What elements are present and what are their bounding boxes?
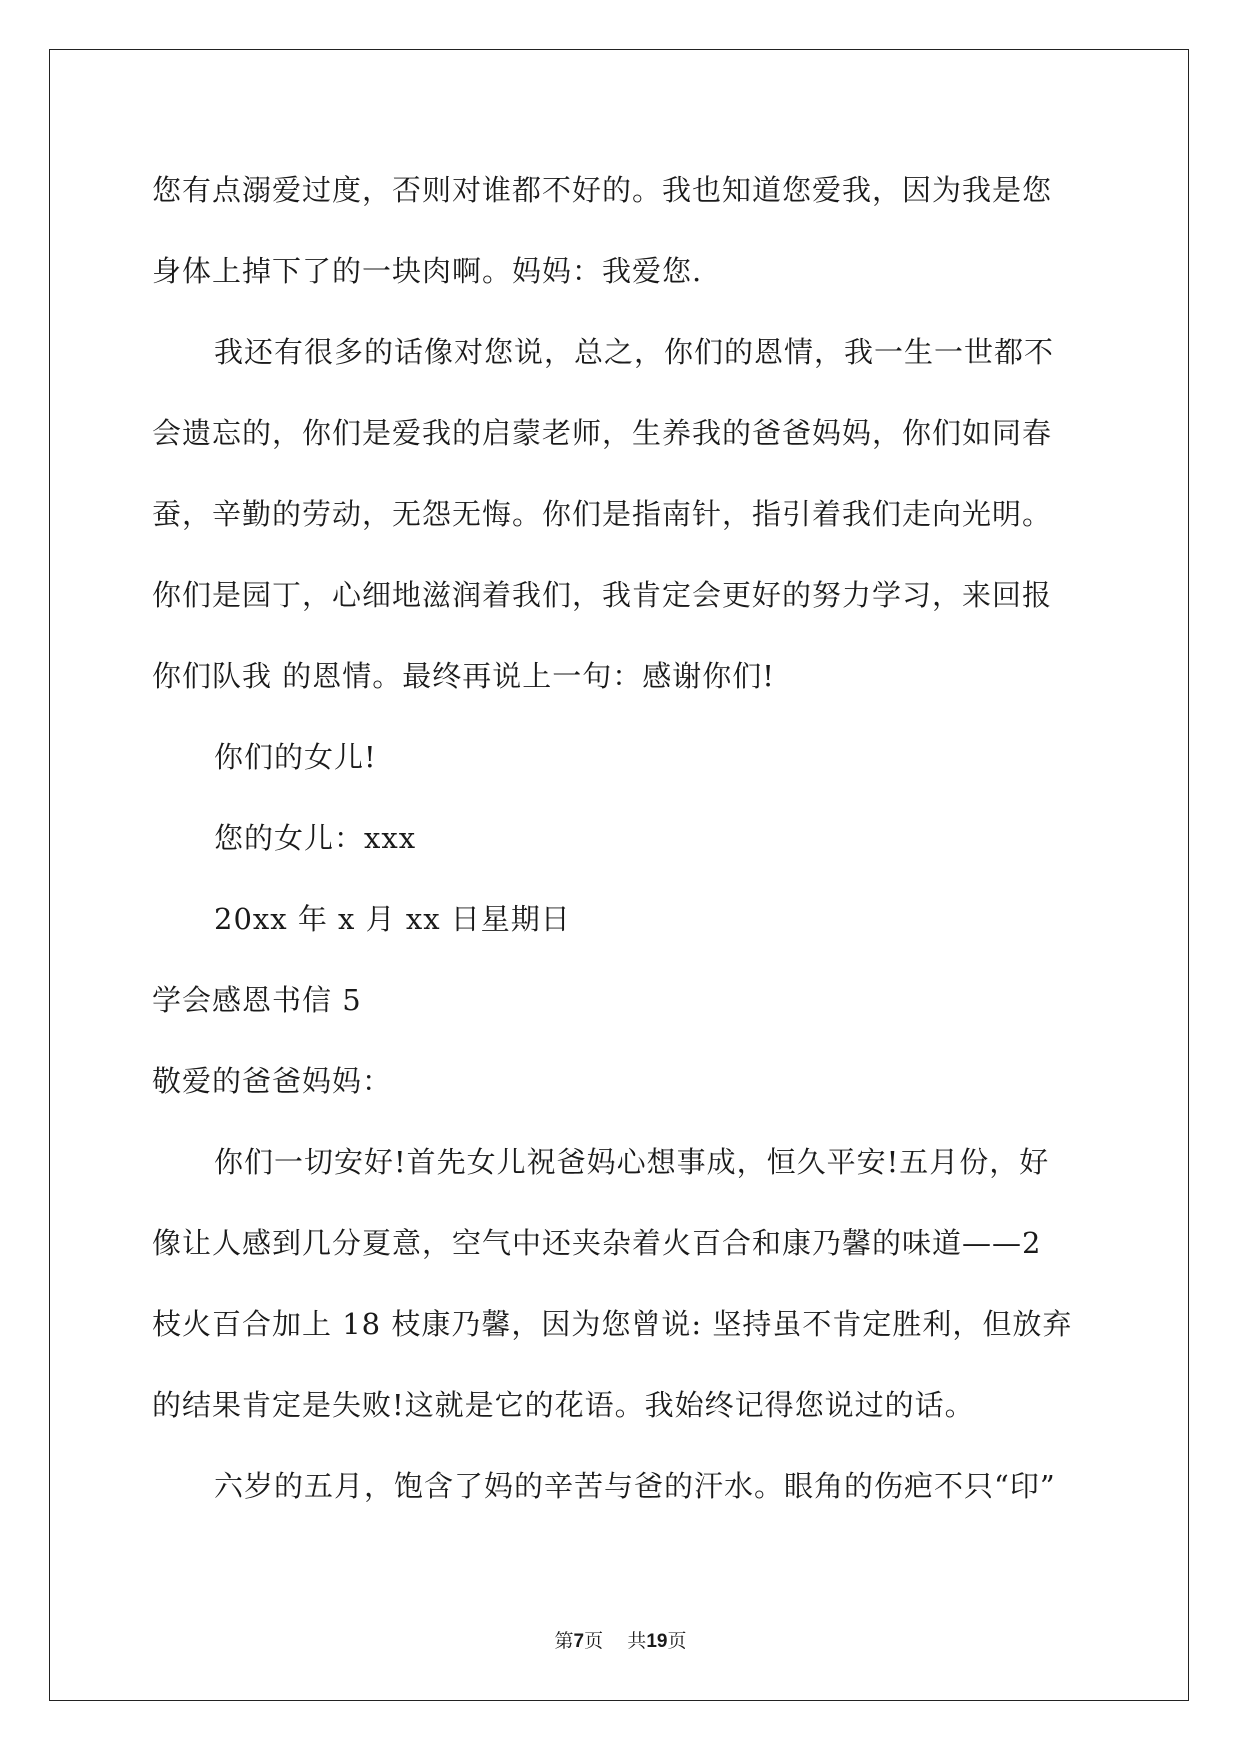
text-line-17: 六岁的五月，饱含了妈的辛苦与爸的汗水。眼角的伤疤不只“印” (214, 1469, 1056, 1503)
footer-total-prefix: 共 (627, 1630, 647, 1652)
text-line-5: 蚕，辛勤的劳动，无怨无悔。你们是指南针，指引着我们走向光明。 (152, 497, 1053, 531)
footer-page-suffix: 页 (584, 1630, 604, 1652)
text-line-7: 你们队我 的恩情。最终再说上一句：感谢你们! (152, 659, 775, 693)
text-line-1: 您有点溺爱过度，否则对谁都不好的。我也知道您爱我，因为我是您 (152, 173, 1053, 207)
page-footer (0, 1626, 1241, 1653)
text-line-6: 你们是园丁，心细地滋润着我们，我肯定会更好的努力学习，来回报 (152, 578, 1053, 612)
footer-total-suffix: 页 (667, 1630, 687, 1652)
text-line-13: 你们一切安好!首先女儿祝爸妈心想事成，恒久平安!五月份，好 (214, 1145, 1050, 1179)
page-border (49, 49, 1189, 1701)
text-line-16: 的结果肯定是失败!这就是它的花语。我始终记得您说过的话。 (152, 1388, 975, 1422)
text-line-9: 您的女儿：xxx (214, 821, 417, 855)
text-line-4: 会遗忘的，你们是爱我的启蒙老师，生养我的爸爸妈妈，你们如同春 (152, 416, 1053, 450)
text-line-2: 身体上掉下了的一块肉啊。妈妈：我爱您. (152, 254, 703, 288)
text-line-15: 枝火百合加上 18 枝康乃馨，因为您曾说: 坚持虽不肯定胜利，但放弃 (152, 1307, 1073, 1341)
section-heading: 学会感恩书信 5 (152, 983, 362, 1017)
text-line-3: 我还有很多的话像对您说，总之，你们的恩情，我一生一世都不 (214, 335, 1055, 369)
footer-page-number: 7 (573, 1631, 585, 1652)
text-line-10: 20xx 年 x 月 xx 日星期日 (214, 902, 571, 936)
salutation: 敬爱的爸爸妈妈： (152, 1064, 393, 1098)
text-line-8: 你们的女儿! (214, 740, 377, 774)
footer-total-number: 19 (646, 1631, 668, 1652)
footer-page-prefix: 第 (554, 1630, 574, 1652)
text-line-14: 像让人感到几分夏意，空气中还夹杂着火百合和康乃馨的味道——2 (152, 1226, 1042, 1260)
